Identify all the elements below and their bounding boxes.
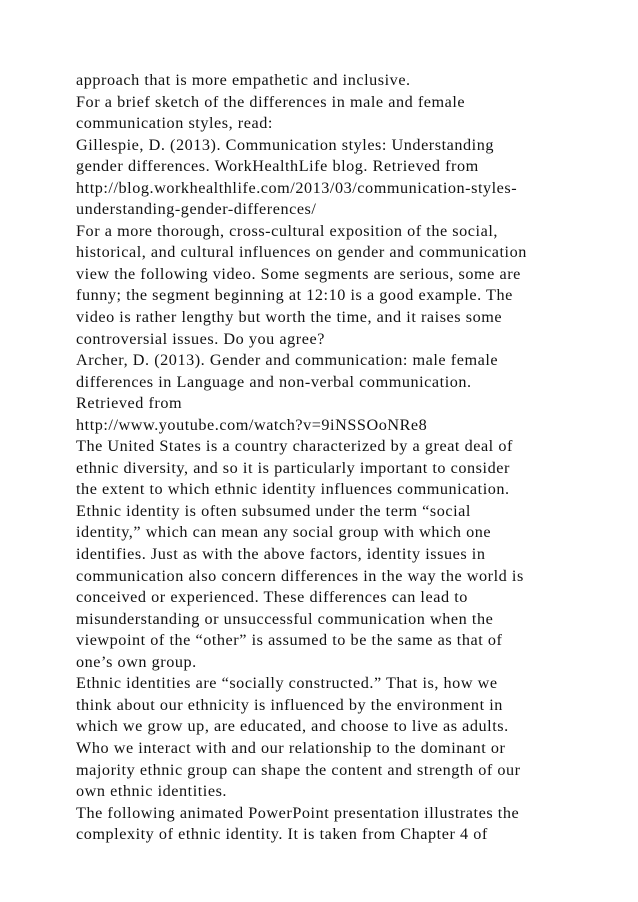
text-line: own ethnic identities. xyxy=(76,782,228,801)
text-line: complexity of ethnic identity. It is taken from Chapter 4 of xyxy=(76,825,488,844)
text-line: The following animated PowerPoint presentation illustrates the xyxy=(76,803,520,822)
text-line: video is rather lengthy but worth the time, and it raises some xyxy=(76,308,503,327)
text-line: communication styles, read: xyxy=(76,114,273,133)
text-line: ethnic diversity, and so it is particularly important to consider xyxy=(76,458,510,477)
url-line: http://www.youtube.com/watch?v=9iNSSOoNRe8 xyxy=(76,415,428,434)
text-line: For a brief sketch of the differences in male and female xyxy=(76,92,466,111)
text-line: identifies. Just as with the above factors, identity issues in xyxy=(76,545,486,564)
url-line: understanding-gender-differences/ xyxy=(76,200,317,219)
citation-line: gender differences. WorkHealthLife blog. Retrieved from xyxy=(76,157,479,176)
text-line: funny; the segment beginning at 12:10 is a good example. The xyxy=(76,286,513,305)
document-text xyxy=(76,70,576,846)
text-line: think about our ethnicity is influenced by the environment in xyxy=(76,695,503,714)
text-line: Who we interact with and our relationship to the dominant or xyxy=(76,738,506,757)
text-line: communication also concern differences in the way the world is xyxy=(76,566,524,585)
text-line: which we grow up, are educated, and choose to live as adults. xyxy=(76,717,509,736)
text-line: For a more thorough, cross-cultural exposition of the social, xyxy=(76,221,498,240)
url-line: http://blog.workhealthlife.com/2013/03/communication-styles- xyxy=(76,178,518,197)
text-line: Ethnic identity is often subsumed under the term “social xyxy=(76,501,471,520)
text-line: majority ethnic group can shape the content and strength of our xyxy=(76,760,521,779)
text-line: the extent to which ethnic identity influences communication. xyxy=(76,480,510,499)
text-line: conceived or experienced. These differences can lead to xyxy=(76,588,468,607)
citation-line: Gillespie, D. (2013). Communication styles: Understanding xyxy=(76,135,494,154)
text-line: identity,” which can mean any social group with which one xyxy=(76,523,492,542)
text-line: misunderstanding or unsuccessful communication when the xyxy=(76,609,494,628)
text-line: historical, and cultural influences on gender and communication xyxy=(76,243,527,262)
text-line: approach that is more empathetic and inclusive. xyxy=(76,71,411,89)
text-line: The United States is a country characterized by a great deal of xyxy=(76,437,513,456)
citation-line: differences in Language and non-verbal communication. xyxy=(76,372,472,391)
citation-line: Archer, D. (2013). Gender and communication: male female xyxy=(76,351,499,370)
text-line: controversial issues. Do you agree? xyxy=(76,329,325,348)
text-line: viewpoint of the “other” is assumed to be the same as that of xyxy=(76,631,503,650)
text-line: one’s own group. xyxy=(76,652,197,671)
citation-line: Retrieved from xyxy=(76,394,183,413)
text-line: view the following video. Some segments are serious, some are xyxy=(76,264,521,283)
text-line: Ethnic identities are “socially constructed.” That is, how we xyxy=(76,674,498,693)
